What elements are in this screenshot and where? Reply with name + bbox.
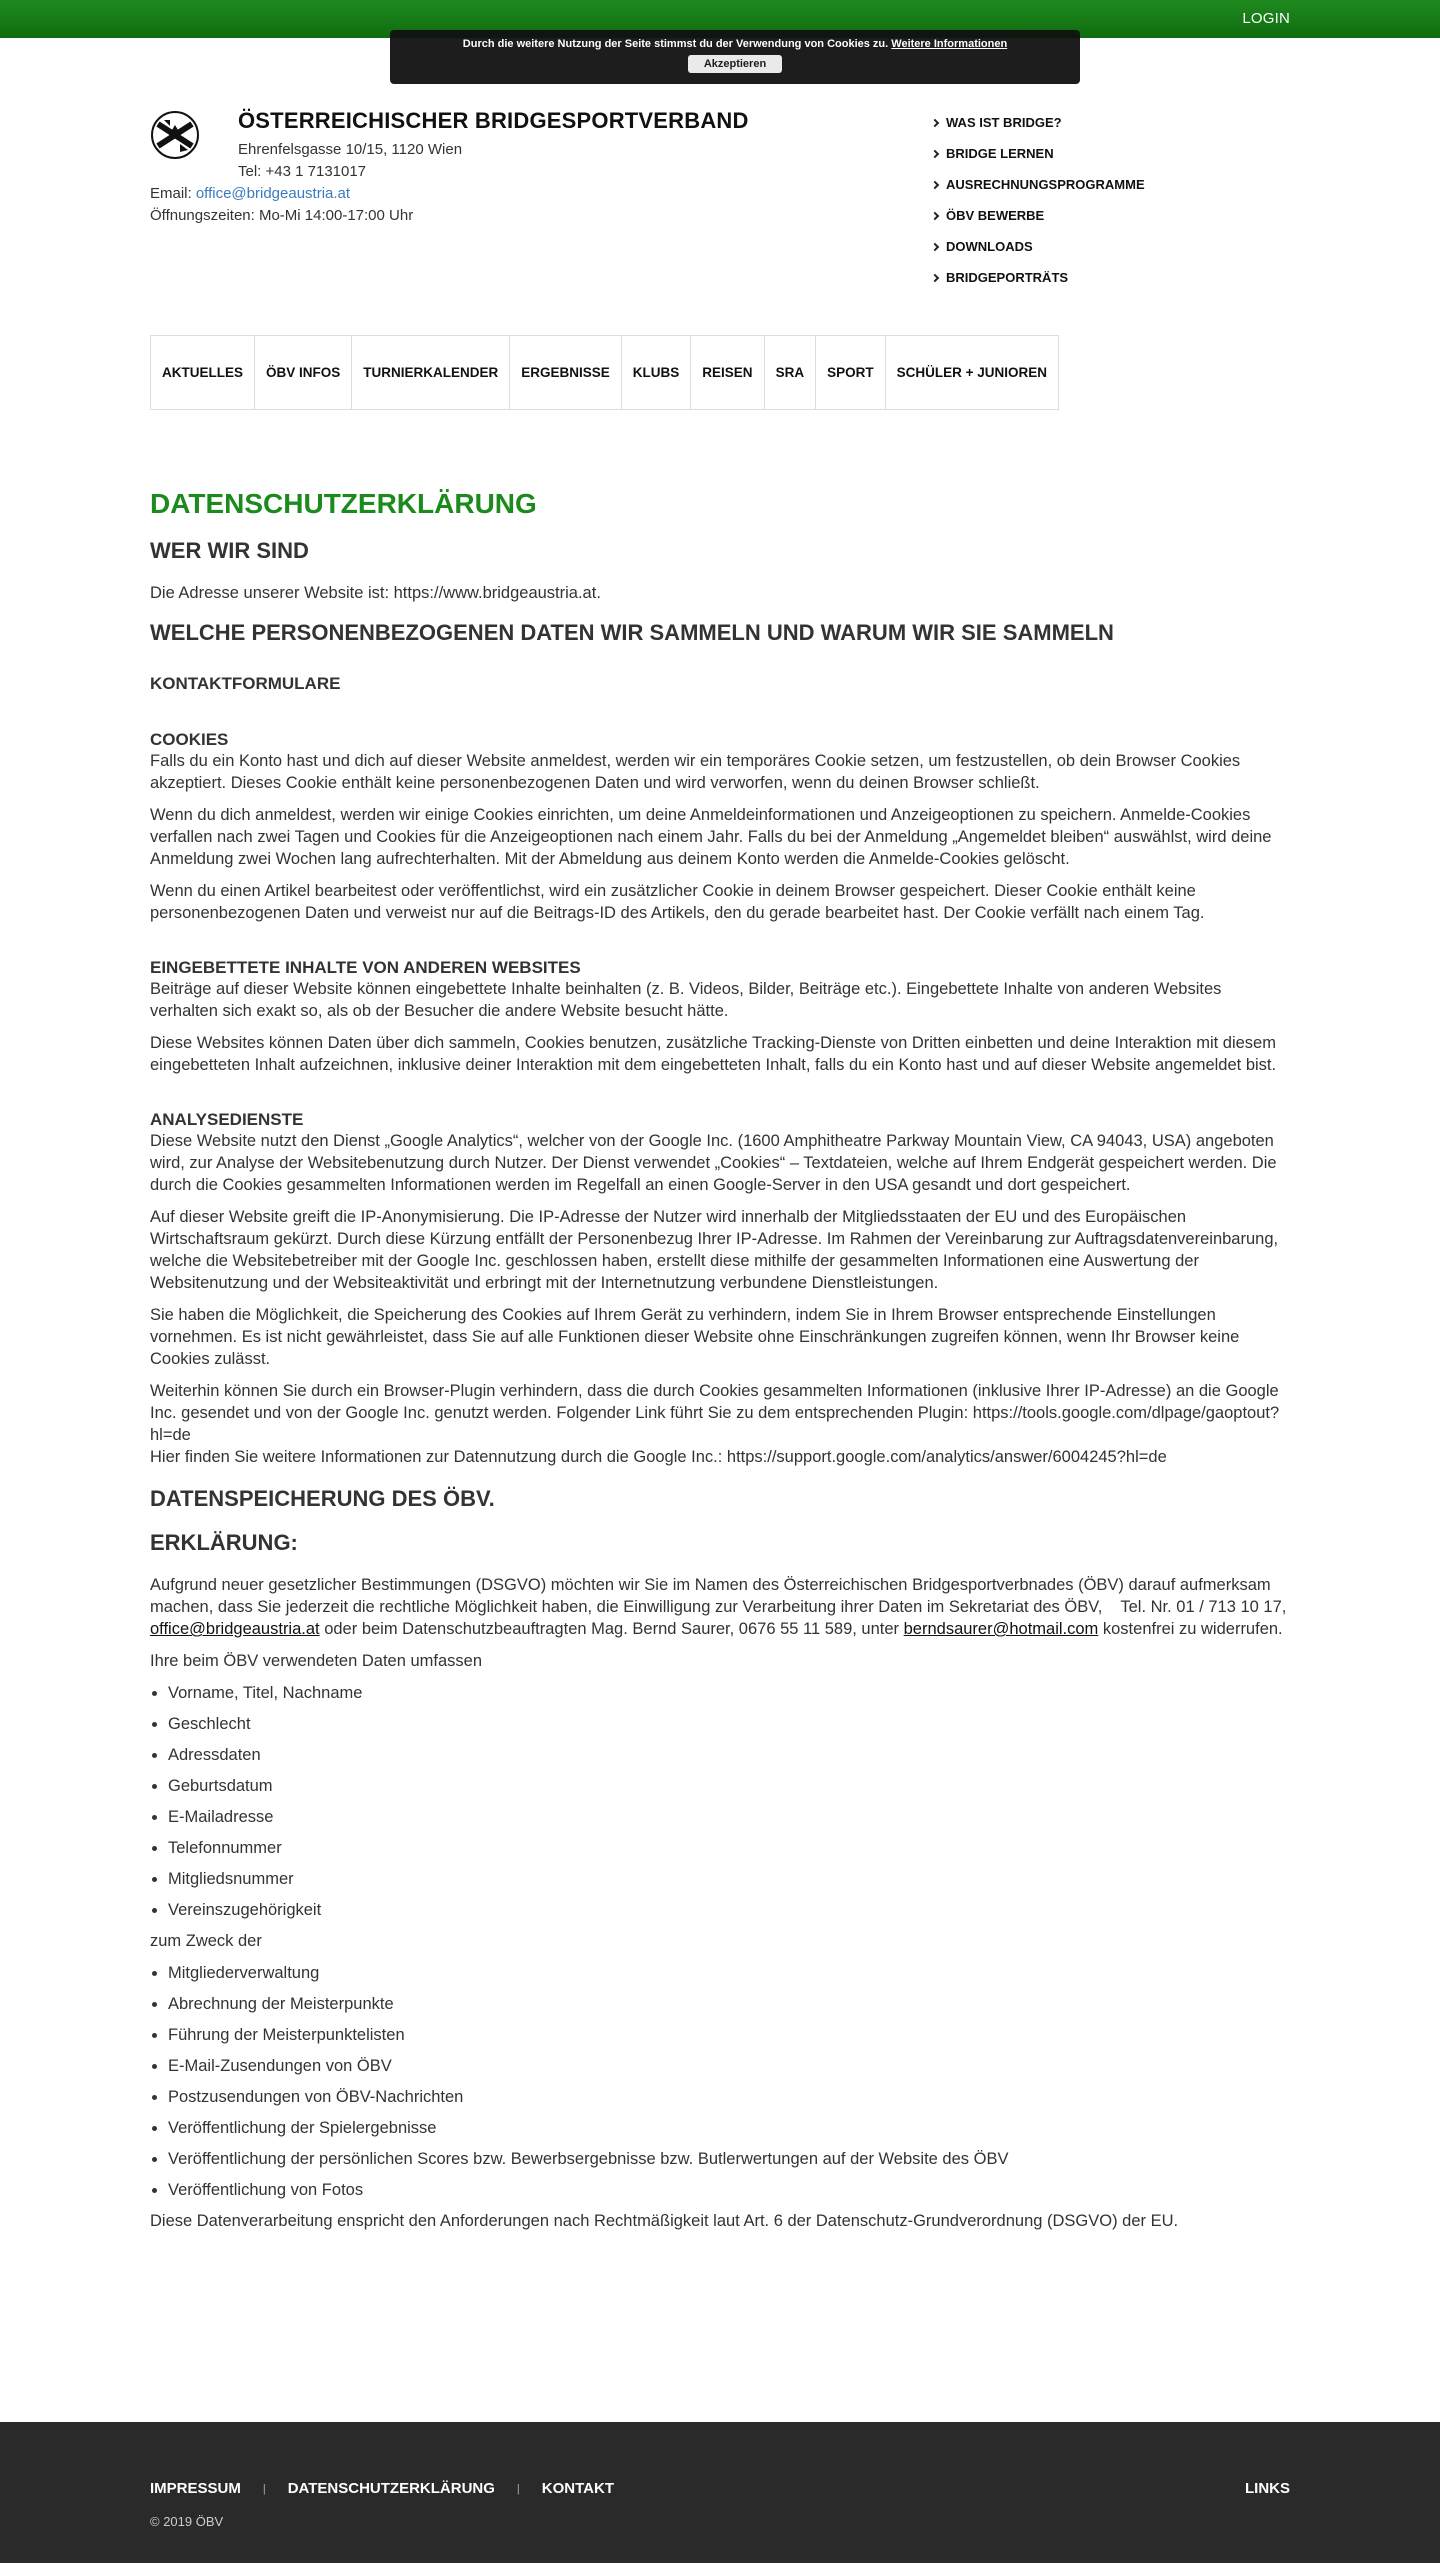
email-line — [150, 183, 413, 205]
copyright: © 2019 ÖBV — [150, 2514, 224, 2529]
side-navigation — [932, 116, 1145, 302]
sidenav-item-downloads[interactable] — [932, 240, 1145, 271]
sidenav-item-label: DOWNLOADS — [946, 239, 1033, 254]
address-block — [238, 139, 462, 183]
sidenav-item-label: AUSRECHNUNGSPROGRAMME — [946, 177, 1145, 192]
org-name: ÖSTERREICHISCHER BRIDGESPORTVERBAND — [238, 108, 749, 133]
heading-data-storage: DATENSPEICHERUNG DES ÖBV. — [150, 1486, 495, 1511]
chevron-right-icon — [931, 150, 939, 158]
paragraph-purpose-intro: zum Zweck der — [150, 1932, 262, 1950]
paragraph-analytics-2: Auf dieser Website greift die IP-Anonymisierung. Die IP-Adresse der Nutzer wird innerhalb der Mitgliedsstaaten der EU und des Europäischen Wirtschaftsraum gekürzt. Durch diese Kürzung entfällt der Personenbezug Ihrer IP-Adresse. Im Rahmen der Vereinbarung zur Auftragsdatenvereinbarung, welche die Websitebetreiber mit der Google Inc. geschlossen haben, erstellt diese mithilfe der gesammelten Informationen eine Auswertung der Websitenutzung und der Websiteaktivität und erbringt mit der Internetnutzung verbundene Dienstleistungen. — [150, 1208, 1279, 1292]
nav-item-ergebnisse[interactable]: ERGEBNISSE — [510, 336, 622, 409]
list-item: • Vereinszugehörigkeit — [168, 1899, 1290, 1921]
nav-item-sra[interactable]: SRA — [765, 336, 817, 409]
phone-line: Tel: +43 1 7131017 — [238, 163, 367, 180]
list-item: • Veröffentlichung von Fotos — [168, 2179, 1290, 2201]
list-item: • Abrechnung der Meisterpunkte — [168, 1993, 1290, 2015]
opening-hours: Öffnungszeiten: Mo-Mi 14:00-17:00 Uhr — [150, 207, 414, 224]
footer-link-impressum[interactable]: IMPRESSUM — [150, 2480, 241, 2497]
paragraph-data-intro: Ihre beim ÖBV verwendeten Daten umfassen — [150, 1652, 483, 1670]
chevron-right-icon — [931, 181, 939, 189]
list-item: • Postzusendungen von ÖBV-Nachrichten — [168, 2086, 1290, 2108]
page-title: DATENSCHUTZERKLÄRUNG — [150, 488, 537, 519]
heading-analytics: ANALYSEDIENSTE — [150, 1110, 304, 1129]
paragraph-cookies-1: Falls du ein Konto hast und dich auf dieser Website anmeldest, werden wir ein temporäres Cookie setzen, um festzustellen, ob dein Browser Cookies akzeptiert. Dieses Cookie enthält keine personenbezogenen Daten und wird verworfen, wenn du deinen Browser schließt. — [150, 752, 1241, 792]
sidenav-item-oebv-bewerbe[interactable] — [932, 209, 1145, 240]
sidenav-item-ausrechnungsprogramme[interactable] — [932, 178, 1145, 209]
purpose-list — [168, 1962, 1290, 2201]
logo-icon[interactable] — [150, 110, 200, 160]
list-item: • Veröffentlichung der persönlichen Scores bzw. Bewerbsergebnisse bzw. Butlerwertungen auf der Website des ÖBV — [168, 2148, 1290, 2170]
list-item: • Vorname, Titel, Nachname — [168, 1682, 1290, 1704]
main-navigation — [150, 335, 1059, 410]
cookie-more-info-link[interactable]: Weitere Informationen — [891, 38, 1008, 50]
paragraph-embedded-2: Diese Websites können Daten über dich sammeln, Cookies benutzen, zusätzliche Tracking-Dienste von Dritten einbetten und deine Interaktion mit diesem eingebetteten Inhalt aufzeichnen, inklusive deiner Interaktion mit dem eingebetteten Inhalt, falls du ein Konto hast und auf dieser Website angemeldet bist. — [150, 1034, 1277, 1074]
footer-link-links[interactable]: LINKS — [1245, 2480, 1290, 2497]
chevron-right-icon — [931, 212, 939, 220]
page-wrapper — [0, 38, 1440, 2529]
heading-collected-data: WELCHE PERSONENBEZOGENEN DATEN WIR SAMMELN UND WARUM WIR SIE SAMMELN — [150, 620, 1114, 645]
sidenav-item-label: ÖBV BEWERBE — [946, 208, 1045, 223]
main-content — [150, 488, 1290, 2242]
list-item: • Geburtsdatum — [168, 1775, 1290, 1797]
paragraph-cookies-3: Wenn du einen Artikel bearbeitest oder veröffentlichst, wird ein zusätzlicher Cookie in deinem Browser gespeichert. Dieser Cookie enthält keine personenbezogenen Daten und verweist nur auf die Beitrags-ID des Artikels, den du gerade bearbeitet hast. Der Cookie verfällt nach einem Tag. — [150, 882, 1205, 922]
data-list — [168, 1682, 1290, 1921]
chevron-right-icon — [931, 274, 939, 282]
list-item: • Mitgliedsnummer — [168, 1868, 1290, 1890]
paragraph-analytics-3: Sie haben die Möglichkeit, die Speicherung des Cookies auf Ihrem Gerät zu verhindern, indem Sie in Ihrem Browser entsprechende Einstellungen vornehmen. Es ist nicht gewährleistet, dass Sie auf alle Funktionen dieser Website ohne Einschränkungen zugreifen können, wenn Ihr Browser keine Cookies zulässt. — [150, 1306, 1240, 1368]
paragraph-embedded-1: Beiträge auf dieser Website können eingebettete Inhalte beinhalten (z. B. Videos, Bilder, Beiträge etc.). Eingebettete Inhalte von anderen Websites verhalten sich exakt so, als ob der Besucher die andere Website besucht hätte. — [150, 980, 1222, 1020]
paragraph-final: Diese Datenverarbeitung enspricht den Anforderungen nach Rechtmäßigkeit laut Art. 6 der Datenschutz-Grundverordnung (DSGVO) der EU. — [150, 2212, 1179, 2230]
paragraph-cookies-2: Wenn du dich anmeldest, werden wir einige Cookies einrichten, um deine Anmeldeinformationen und Anzeigeoptionen zu speichern. Anmelde-Cookies verfallen nach zwei Tagen und Cookies für die Anzeigeoptionen nach einem Jahr. Falls du bei der Anmeldung „Angemeldet bleiben“ auswählst, wird deine Anmeldung zwei Wochen lang aufrechterhalten. Mit der Abmeldung aus deinem Konto werden die Anmelde-Cookies gelöscht. — [150, 806, 1272, 868]
heading-declaration: ERKLÄRUNG: — [150, 1530, 298, 1555]
footer-link-kontakt[interactable]: KONTAKT — [541, 2480, 614, 2497]
cookie-banner — [390, 30, 1080, 84]
footer — [0, 2422, 1440, 2563]
declaration-text-b: oder beim Datenschutzbeauftragten Mag. Bernd Saurer, 0676 55 11 589, unter — [319, 1620, 904, 1638]
nav-item-sport[interactable]: SPORT — [816, 336, 886, 409]
list-item: • Veröffentlichung der Spielergebnisse — [168, 2117, 1290, 2139]
list-item: • E-Mailadresse — [168, 1806, 1290, 1828]
paragraph-declaration — [150, 1574, 1290, 1640]
chevron-right-icon — [931, 119, 939, 127]
footer-link-datenschutz[interactable]: DATENSCHUTZERKLÄRUNG — [287, 2480, 495, 2497]
footer-separator: | — [262, 2482, 266, 2495]
paragraph-analytics-1: Diese Website nutzt den Dienst „Google Analytics“, welcher von der Google Inc. (1600 Amphitheatre Parkway Mountain View, CA 94043, USA) angeboten wird, zur Analyse der Websitebenutzung durch Nutzer. Der Dienst verwendet „Cookies“ – Textdateien, welche auf Ihrem Endgerät gespeichert werden. Die durch die Cookies gesammelten Informationen werden im Regelfall an einen Google-Server in den USA gesandt und dort gespeichert. — [150, 1132, 1277, 1194]
spacer — [150, 694, 1290, 730]
nav-item-aktuelles[interactable]: AKTUELLES — [151, 336, 255, 409]
heading-embedded-content: EINGEBETTETE INHALTE VON ANDEREN WEBSITES — [150, 958, 581, 977]
sidenav-item-label: WAS IST BRIDGE? — [946, 115, 1062, 130]
sidenav-item-bridgeportraets[interactable] — [932, 271, 1145, 302]
paragraph-analytics-5: Hier finden Sie weitere Informationen zur Datennutzung durch die Google Inc.: https://support.google.com/analytics/answer/6004245?hl=de — [150, 1448, 1167, 1466]
list-item: • Adressdaten — [168, 1744, 1290, 1766]
nav-item-schueler-junioren[interactable]: SCHÜLER + JUNIOREN — [896, 365, 1047, 380]
sidenav-item-was-ist-bridge[interactable] — [932, 116, 1145, 147]
sidenav-item-bridge-lernen[interactable] — [932, 147, 1145, 178]
paragraph-analytics-4: Weiterhin können Sie durch ein Browser-Plugin verhindern, dass die durch Cookies gesammelten Informationen (inklusive Ihrer IP-Adresse) an die Google Inc. gesendet und von der Google Inc. genutzt werden. Folgender Link führt Sie zu dem entsprechenden Plugin: https://tools.google.com/dlpage/gaoptout?hl=de — [150, 1382, 1280, 1444]
heading-cookies: COOKIES — [150, 730, 229, 749]
office-email-link[interactable]: office@bridgeaustria.at — [150, 1620, 320, 1638]
list-item: • Geschlecht — [168, 1713, 1290, 1735]
footer-navigation — [150, 2480, 614, 2497]
contact-block — [150, 183, 413, 227]
list-item: • E-Mail-Zusendungen von ÖBV — [168, 2055, 1290, 2077]
sidenav-item-label: BRIDGEPORTRÄTS — [946, 270, 1069, 285]
list-item: • Führung der Meisterpunktelisten — [168, 2024, 1290, 2046]
email-link[interactable]: office@bridgeaustria.at — [195, 185, 351, 202]
chevron-right-icon — [931, 243, 939, 251]
declaration-text-c: kostenfrei zu widerrufen. — [1098, 1620, 1283, 1638]
list-item: • Mitgliederverwaltung — [168, 1962, 1290, 1984]
list-item: • Telefonnummer — [168, 1837, 1290, 1859]
heading-contact-forms: KONTAKTFORMULARE — [150, 674, 341, 693]
nav-item-reisen[interactable]: REISEN — [691, 336, 764, 409]
sidenav-item-label: BRIDGE LERNEN — [946, 146, 1054, 161]
dpo-email-link[interactable]: berndsaurer@hotmail.com — [903, 1620, 1099, 1638]
spacer — [150, 1086, 1290, 1110]
nav-item-klubs[interactable]: KLUBS — [622, 336, 692, 409]
declaration-text-a: Aufgrund neuer gesetzlicher Bestimmungen (DSGVO) möchten wir Sie im Namen des Österreichischen Bridgesportverbnades (ÖBV) darauf aufmerksam machen, dass Sie jederzeit die rechtliche Möglichkeit haben, die Einwilligung zur Verarbeitung ihrer Daten im Sekretariat des ÖBV, Tel. Nr. 01 / 713 10 17, — [150, 1576, 1291, 1616]
heading-who-we-are: WER WIR SIND — [150, 538, 309, 563]
spacer — [150, 934, 1290, 958]
nav-item-turnierkalender[interactable]: TURNIERKALENDER — [352, 336, 510, 409]
cookie-text: Durch die weitere Nutzung der Seite stimmst du der Verwendung von Cookies zu. — [462, 38, 889, 50]
paragraph-website-address: Die Adresse unserer Website ist: https://www.bridgeaustria.at. — [150, 584, 601, 602]
footer-separator: | — [516, 2482, 520, 2495]
address-line: Ehrenfelsgasse 10/15, 1120 Wien — [238, 141, 463, 158]
nav-item-oebv-infos[interactable]: ÖBV INFOS — [255, 336, 352, 409]
login-link[interactable]: LOGIN — [1242, 10, 1290, 27]
cookie-accept-button[interactable]: Akzeptieren — [688, 55, 782, 73]
email-label: Email: — [150, 185, 196, 202]
